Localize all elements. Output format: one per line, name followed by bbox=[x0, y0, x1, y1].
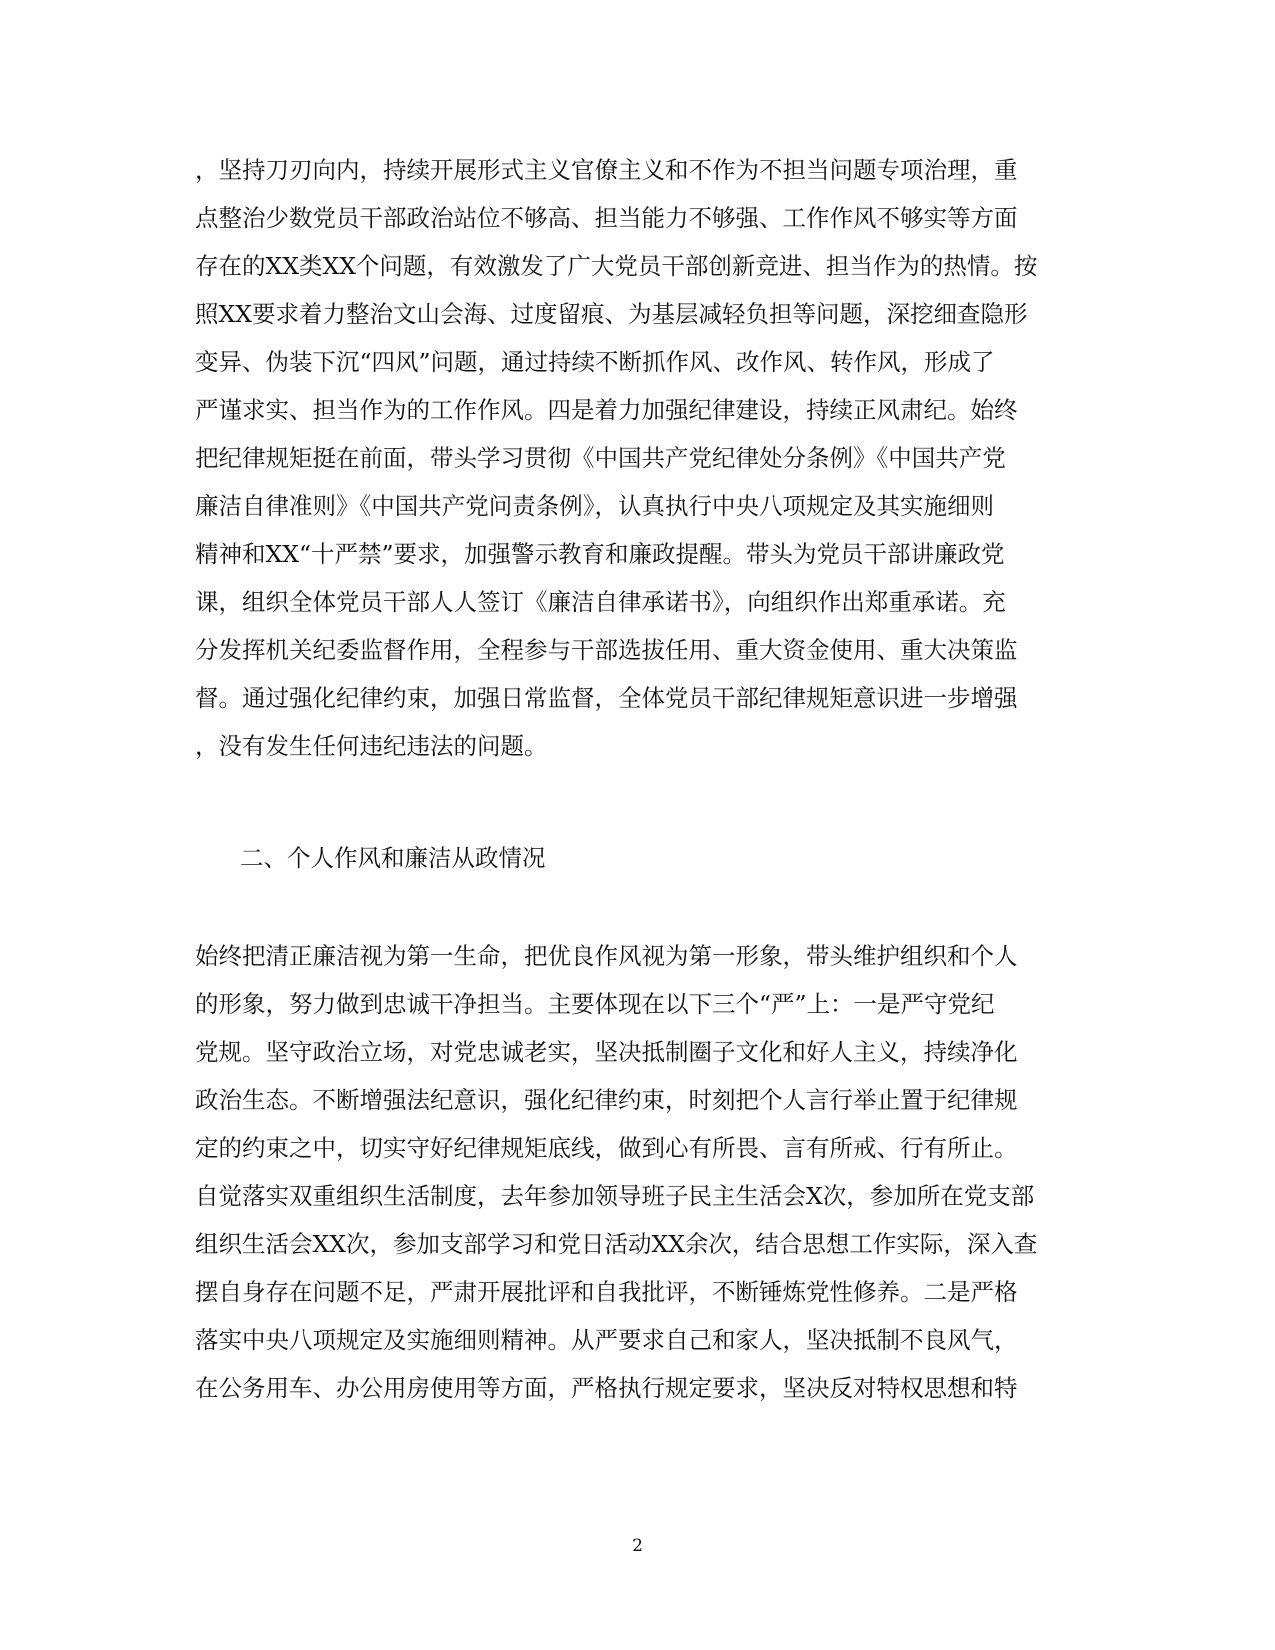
text-line: 自觉落实双重组织生活制度，去年参加领导班子民主生活会X次，参加所在党支部 bbox=[195, 1182, 1035, 1210]
section-heading: 二、个人作风和廉洁从政情况 bbox=[240, 844, 546, 872]
text-line: 定的约束之中，切实守好纪律规矩底线，做到心有所畏、言有所戒、行有所止。 bbox=[195, 1134, 1018, 1162]
text-line: 严谨求实、担当作为的工作作风。四是着力加强纪律建设，持续正风肃纪。始终 bbox=[195, 396, 1018, 424]
body-paragraph-2 bbox=[195, 932, 1075, 1412]
text-line: 把纪律规矩挺在前面，带头学习贯彻《中国共产党纪律处分条例》《中国共产党 bbox=[195, 444, 1006, 472]
body-paragraph-1 bbox=[195, 146, 1075, 770]
text-line: ，没有发生任何违纪违法的问题。 bbox=[195, 732, 548, 760]
page-number: 2 bbox=[632, 1536, 643, 1556]
text-line: 组织生活会XX次，参加支部学习和党日活动XX余次，结合思想工作实际，深入查 bbox=[195, 1230, 1038, 1258]
text-line: 变异、伪装下沉“四风”问题，通过持续不断抓作风、改作风、转作风，形成了 bbox=[195, 348, 995, 376]
text-line: 点整治少数党员干部政治站位不够高、担当能力不够强、工作作风不够实等方面 bbox=[195, 204, 1018, 232]
text-line: 党规。坚守政治立场，对党忠诚老实，坚决抵制圈子文化和好人主义，持续净化 bbox=[195, 1038, 1018, 1066]
text-line: 的形象，努力做到忠诚干净担当。主要体现在以下三个“严”上：一是严守党纪 bbox=[195, 990, 995, 1018]
text-line: 课，组织全体党员干部人人签订《廉洁自律承诺书》，向组织作出郑重承诺。充 bbox=[195, 588, 1006, 616]
text-line: 照XX要求着力整治文山会海、过度留痕、为基层减轻负担等问题，深挖细查隐形 bbox=[195, 300, 1028, 328]
text-line: 始终把清正廉洁视为第一生命，把优良作风视为第一形象，带头维护组织和个人 bbox=[195, 942, 1018, 970]
text-line: 存在的XX类XX个问题，有效激发了广大党员干部创新竞进、担当作为的热情。按 bbox=[195, 252, 1038, 280]
text-line: 督。通过强化纪律约束，加强日常监督，全体党员干部纪律规矩意识进一步增强 bbox=[195, 684, 1018, 712]
text-line: 精神和XX“十严禁”要求，加强警示教育和廉政提醒。带头为党员干部讲廉政党 bbox=[195, 540, 1005, 568]
text-line: 在公务用车、办公用房使用等方面，严格执行规定要求，坚决反对特权思想和特 bbox=[195, 1374, 1018, 1402]
text-line: ，坚持刀刃向内，持续开展形式主义官僚主义和不作为不担当问题专项治理，重 bbox=[195, 156, 1018, 184]
text-line: 落实中央八项规定及实施细则精神。从严要求自己和家人，坚决抵制不良风气， bbox=[195, 1326, 1018, 1354]
text-line: 分发挥机关纪委监督作用，全程参与干部选拔任用、重大资金使用、重大决策监 bbox=[195, 636, 1018, 664]
text-line: 廉洁自律准则》《中国共产党问责条例》，认真执行中央八项规定及其实施细则 bbox=[195, 492, 994, 520]
text-line: 政治生态。不断增强法纪意识，强化纪律约束，时刻把个人言行举止置于纪律规 bbox=[195, 1086, 1018, 1114]
text-line: 摆自身存在问题不足，严肃开展批评和自我批评，不断锤炼党性修养。二是严格 bbox=[195, 1278, 1018, 1306]
